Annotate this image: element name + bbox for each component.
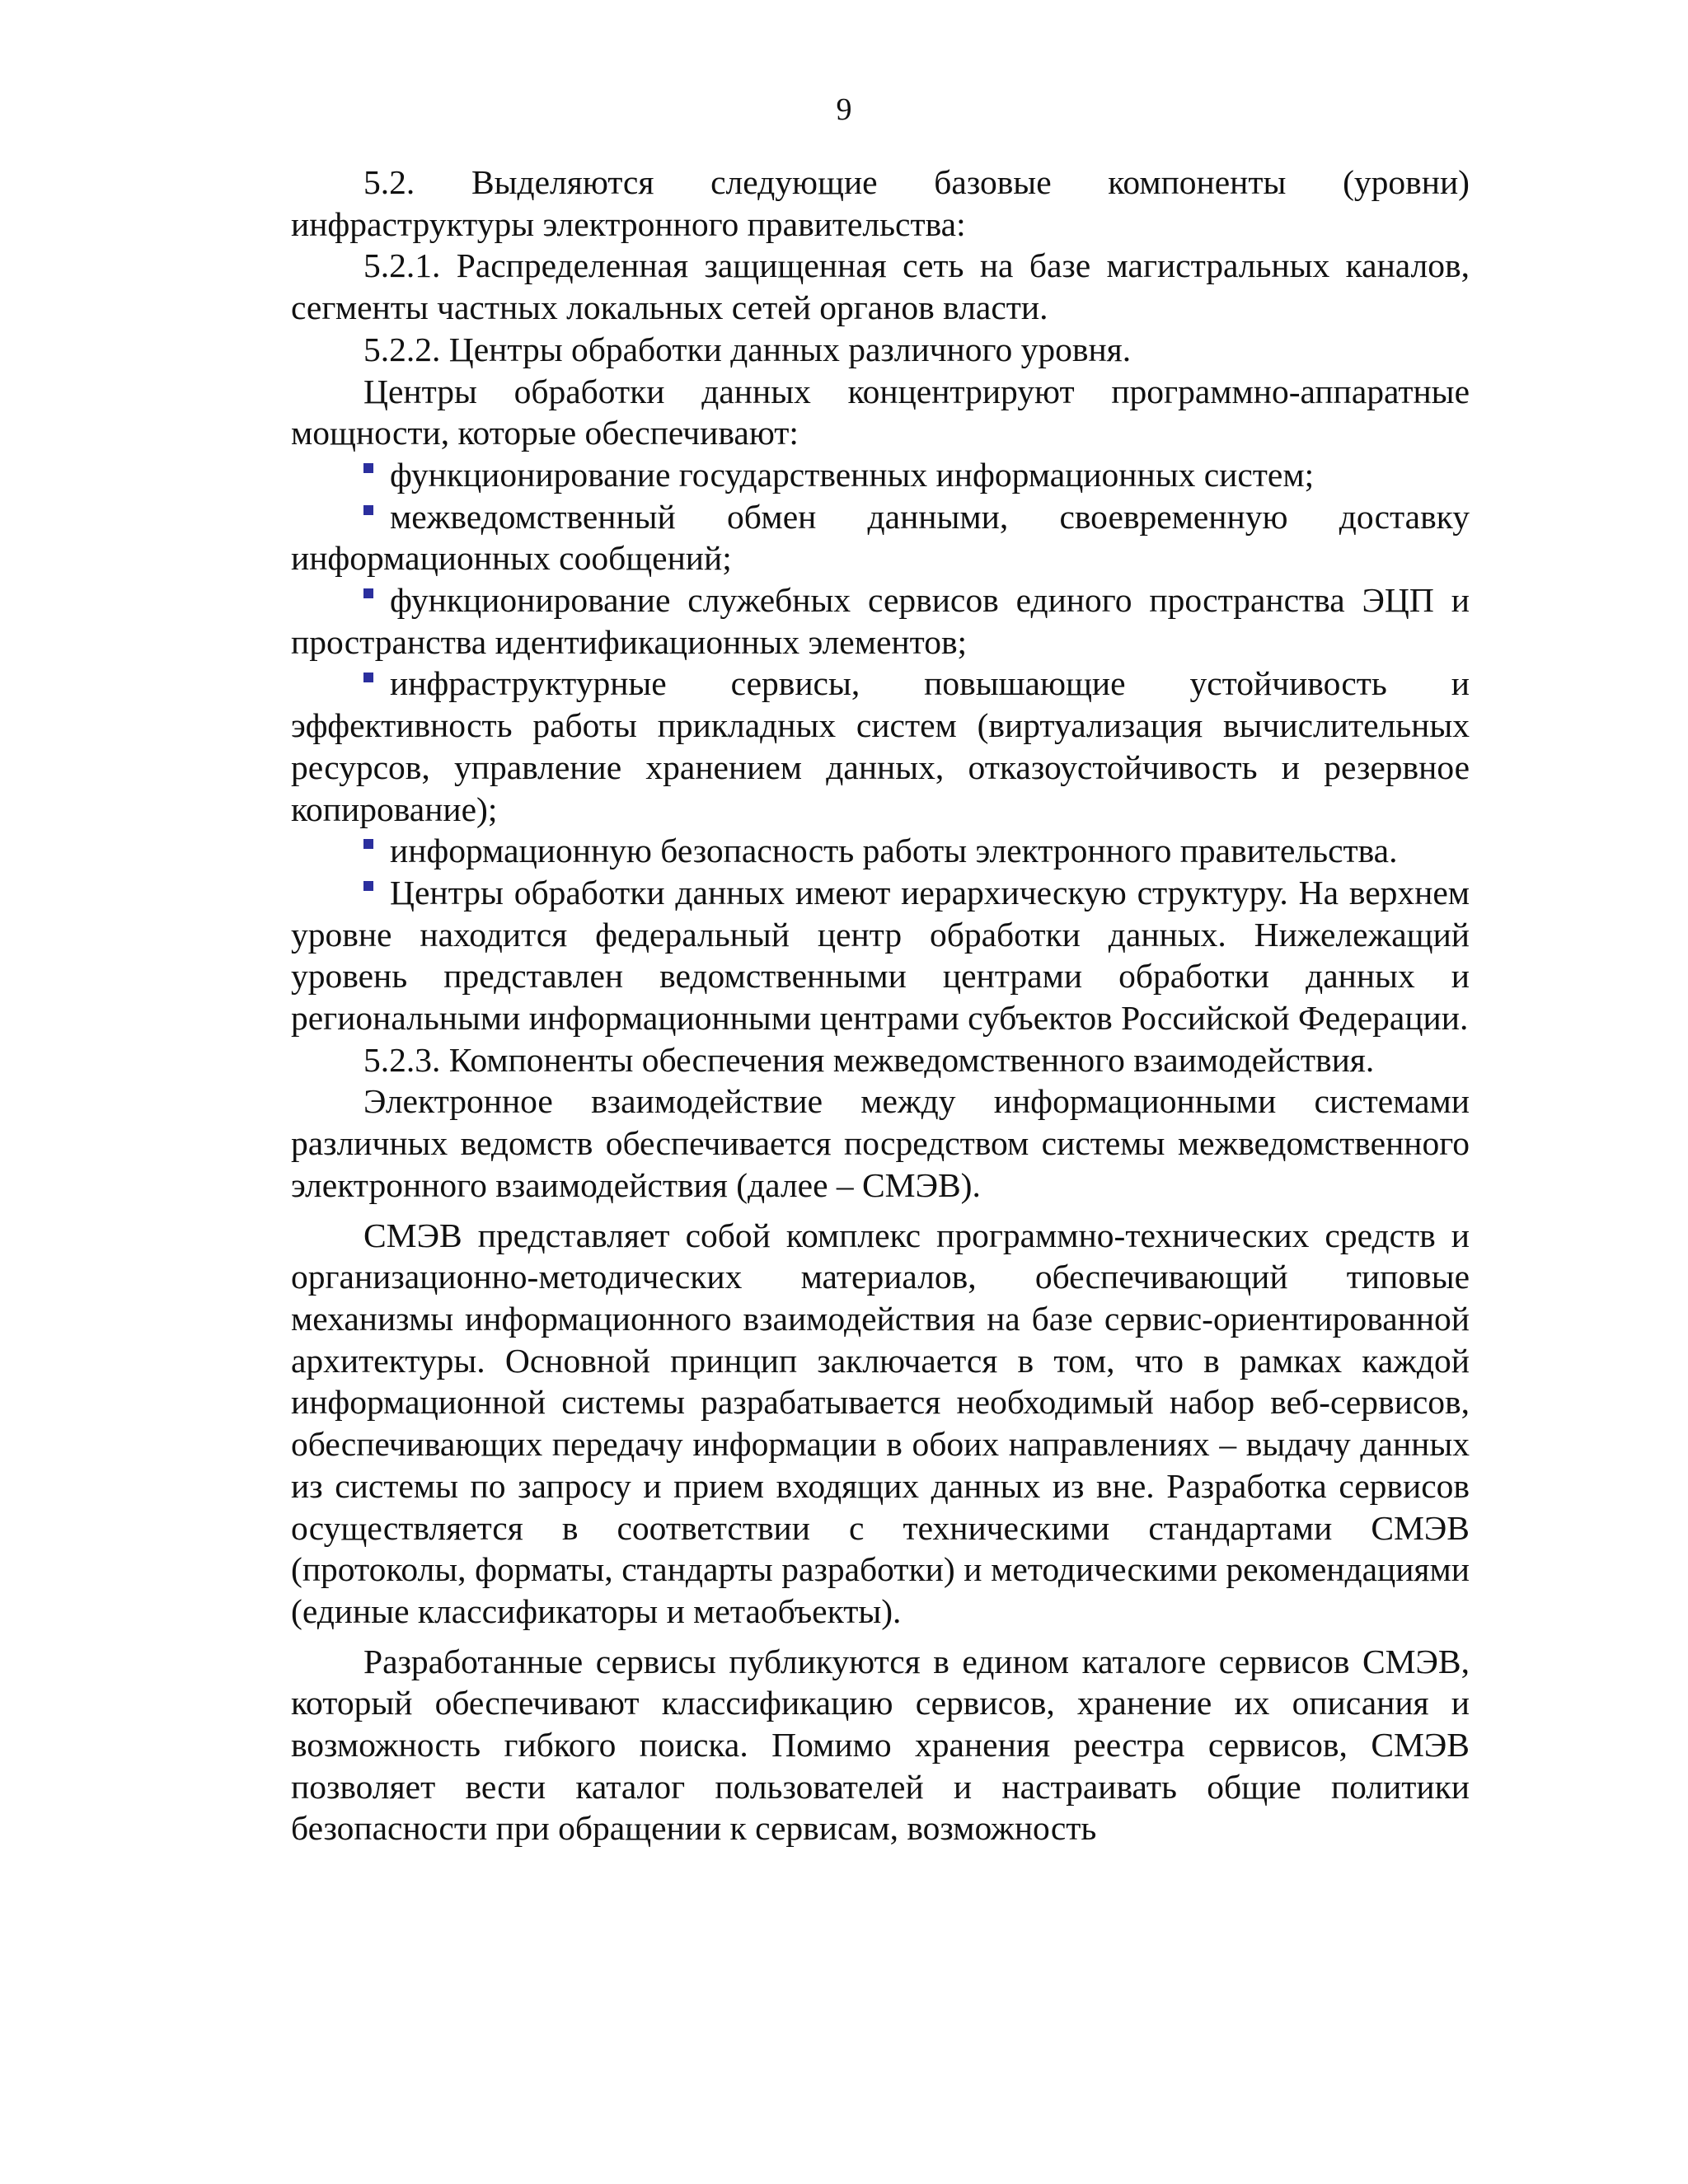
bullet-list-item bbox=[291, 579, 1470, 663]
square-bullet-icon bbox=[363, 463, 373, 473]
paragraph: 5.2.3. Компоненты обеспечения межведомственного взаимодействия. bbox=[363, 1040, 1375, 1079]
bullet-list-item bbox=[291, 663, 1470, 830]
square-bullet-icon bbox=[363, 881, 373, 891]
bullet-list-item bbox=[291, 454, 1470, 496]
square-bullet-icon bbox=[363, 588, 373, 598]
square-bullet-icon bbox=[363, 505, 373, 515]
paragraph: 5.2.1. Распределенная защищенная сеть на базе магистральных каналов, сегменты частных локальных сетей органов власти. bbox=[291, 246, 1470, 327]
paragraph: Электронное взаимодействие между информационными системами различных ведомств обеспечивается посредством системы межведомственного электронного взаимодействия (далее – СМЭВ). bbox=[291, 1082, 1470, 1204]
square-bullet-icon bbox=[363, 839, 373, 849]
paragraph: 5.2. Выделяются следующие базовые компоненты (уровни) инфраструктуры электронного правительства: bbox=[291, 163, 1470, 243]
paragraph: Разработанные сервисы публикуются в едином каталоге сервисов СМЭВ, который обеспечивают классификацию сервисов, хранение их описания и возможность гибкого поиска. Помимо хранения реестра сервисов, СМЭВ позволяет вести каталог пользователей и настраивать общие политики безопасности при обращении к сервисам, возможность bbox=[291, 1642, 1470, 1848]
bullet-text: функционирование государственных информационных систем; bbox=[390, 455, 1315, 494]
page-number: 9 bbox=[836, 92, 852, 127]
paragraph: 5.2.2. Центры обработки данных различного уровня. bbox=[363, 330, 1132, 368]
bullet-text: информационную безопасность работы электронного правительства. bbox=[390, 832, 1398, 870]
bullet-list-item bbox=[291, 872, 1470, 1039]
document-body bbox=[291, 162, 1470, 1849]
bullet-text: межведомственный обмен данными, своевременную доставку информационных сообщений; bbox=[291, 497, 1470, 578]
paragraph: Центры обработки данных концентрируют программно-аппаратные мощности, которые обеспечивают: bbox=[291, 372, 1470, 452]
paragraph: СМЭВ представляет собой комплекс программно-технических средств и организационно-методических материалов, обеспечивающий типовые механизмы информационного взаимодействия на базе сервис-ориентированной архитектуры. Основной принцип заключается в том, что в рамках каждой информационной системы разрабатывается необходимый набор веб-сервисов, обеспечивающих передачу информации в обоих направлениях – выдачу данных из системы по запросу и прием входящих данных из вне. Разработка сервисов осуществляется в соответствии с техническими стандартами СМЭВ (протоколы, форматы, стандарты разработки) и методическими рекомендациями (единые классификаторы и метаобъекты). bbox=[291, 1216, 1470, 1630]
bullet-list-item bbox=[291, 496, 1470, 579]
square-bullet-icon bbox=[363, 673, 373, 682]
bullet-text: инфраструктурные сервисы, повышающие устойчивость и эффективность работы прикладных систем (виртуализация вычислительных ресурсов, управление хранением данных, отказоустойчивость и резервное копирование); bbox=[291, 664, 1470, 828]
bullet-text: Центры обработки данных имеют иерархическую структуру. На верхнем уровне находится федеральный центр обработки данных. Нижележащий уровень представлен ведомственными центрами обработки данных и региональными информационными центрами субъектов Российской Федерации. bbox=[291, 873, 1470, 1038]
bullet-text: функционирование служебных сервисов единого пространства ЭЦП и пространства идентификационных элементов; bbox=[291, 581, 1470, 661]
bullet-list-item bbox=[291, 830, 1470, 872]
